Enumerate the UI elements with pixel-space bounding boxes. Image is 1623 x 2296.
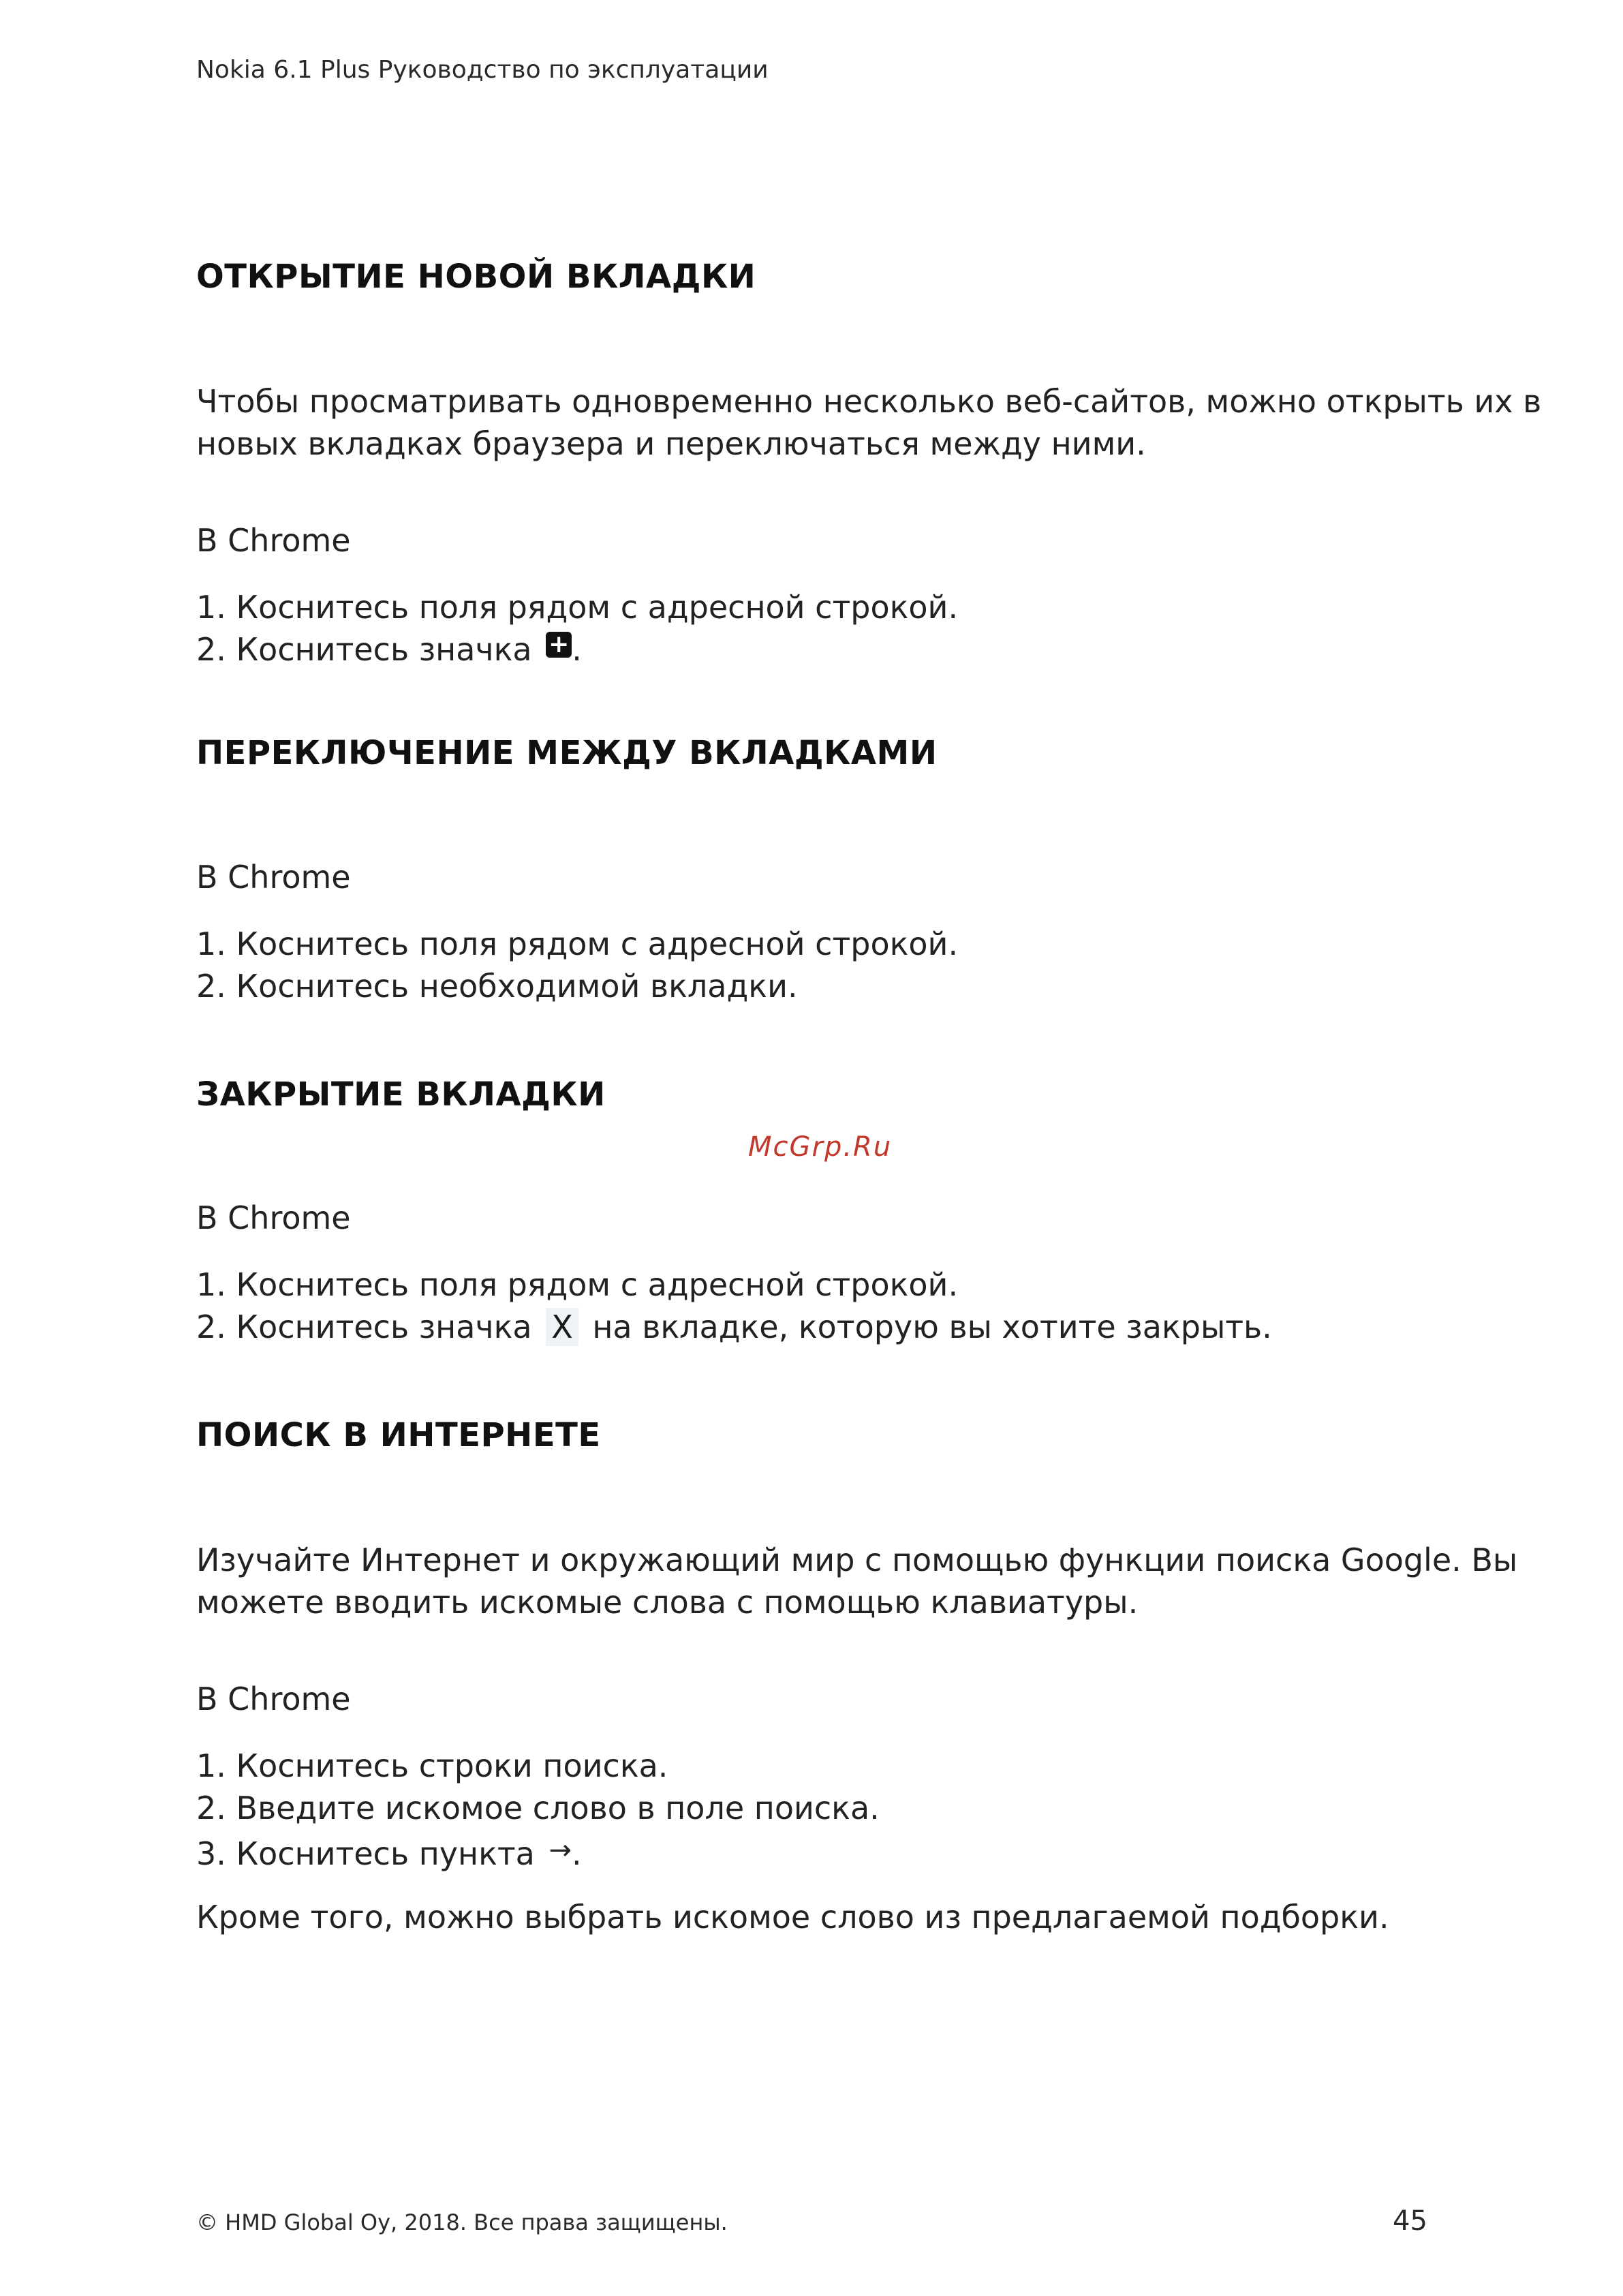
step-2: 2. Коснитесь необходимой вкладки.: [196, 968, 798, 1005]
step-3: [196, 1829, 582, 1875]
step-2-text: 2. Коснитесь значка: [196, 1308, 532, 1345]
app-label: В Chrome: [196, 522, 351, 559]
section-heading-new-tab: ОТКРЫТИЕ НОВОЙ ВКЛАДКИ: [196, 258, 756, 296]
step-2-period: .: [572, 631, 582, 668]
step-1: 1. Коснитесь поля рядом с адресной строкой.: [196, 925, 959, 962]
step-2: 2. Введите искомое слово в поле поиска.: [196, 1790, 880, 1826]
step-3-period: .: [571, 1835, 582, 1872]
page-number: 45: [1393, 2205, 1427, 2237]
step-3-text: 3. Коснитесь пункта: [196, 1835, 535, 1872]
step-2-text: 2. Коснитесь значка: [196, 631, 532, 668]
step-1: 1. Коснитесь строки поиска.: [196, 1747, 668, 1784]
section-heading-web-search: ПОИСК В ИНТЕРНЕТЕ: [196, 1416, 601, 1454]
close-icon: X: [546, 1308, 578, 1346]
app-label: В Chrome: [196, 1681, 351, 1717]
intro-line-1: Чтобы просматривать одновременно несколько веб-сайтов, можно открыть их в: [196, 383, 1542, 420]
intro-line-2: можете вводить искомые слова с помощью клавиатуры.: [196, 1584, 1139, 1621]
footer-copyright: © HMD Global Oy, 2018. Все права защищены.: [196, 2209, 728, 2235]
app-label: В Chrome: [196, 1199, 351, 1236]
step-1: 1. Коснитесь поля рядом с адресной строкой.: [196, 1266, 959, 1303]
intro-line-1: Изучайте Интернет и окружающий мир с помощью функции поиска Google. Вы: [196, 1542, 1518, 1578]
app-label: В Chrome: [196, 859, 351, 896]
arrow-right-icon: →: [548, 1835, 572, 1866]
section-heading-switch-tabs: ПЕРЕКЛЮЧЕНИЕ МЕЖДУ ВКЛАДКАМИ: [196, 734, 938, 772]
step-2-suffix: на вкладке, которую вы хотите закрыть.: [592, 1308, 1272, 1345]
section-heading-close-tab: ЗАКРЫТИЕ ВКЛАДКИ: [196, 1075, 606, 1114]
step-2: [196, 628, 582, 671]
plus-icon: +: [546, 632, 572, 658]
page-header: Nokia 6.1 Plus Руководство по эксплуатации: [196, 56, 769, 84]
step-1: 1. Коснитесь поля рядом с адресной строкой.: [196, 589, 959, 626]
intro-line-2: новых вкладках браузера и переключаться между ними.: [196, 425, 1146, 462]
step-2: [196, 1306, 1272, 1348]
watermark: McGrp.Ru: [748, 1131, 893, 1163]
outro-text: Кроме того, можно выбрать искомое слово из предлагаемой подборки.: [196, 1899, 1389, 1935]
